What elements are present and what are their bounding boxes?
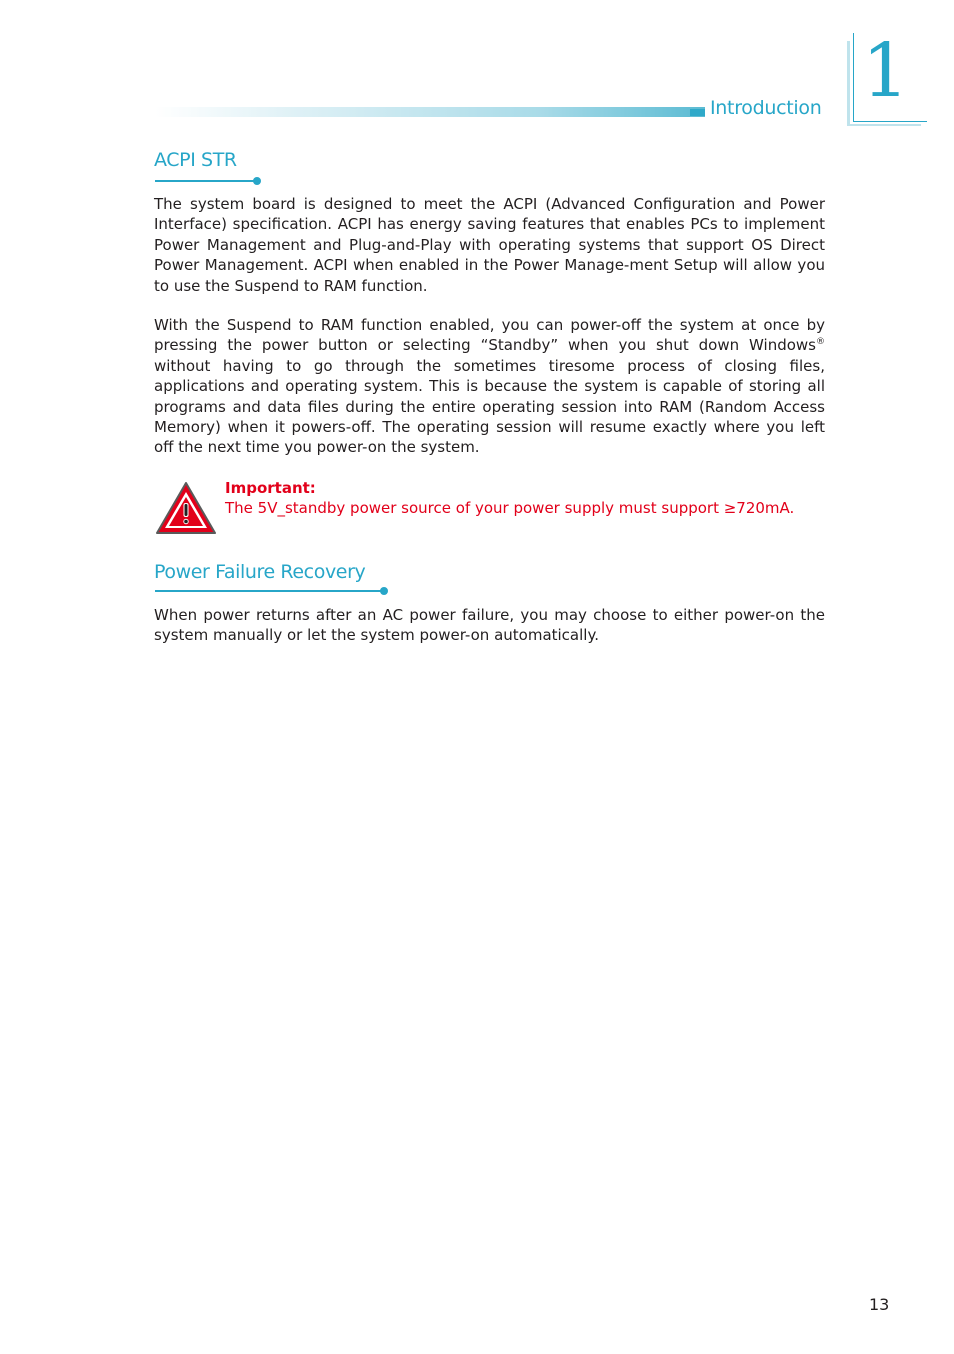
important-notice-text: The 5V_standby power source of your power supply must support ≥720mA. [225,499,795,517]
header-bar-accent [690,109,705,116]
registered-mark: ® [816,337,825,348]
paragraph-power-failure: When power returns after an AC power failure, you may choose to either power-on the system manually or let the system power-on automatically. [154,606,825,645]
paragraph-text-part: without having to go through the sometimes tiresome process of closing files, applications and operating system. This is because the system is capable of storing all programs and data files during the entire operating session into RAM (Random Access Memory) when it powers-off. The operating session will resume exactly where you left off the next time you power-on the system. [154,356,825,457]
paragraph-acpi-intro: The system board is designed to meet the ACPI (Advanced Configuration and Power Interface) specification. ACPI has energy saving features that enables PCs to implement Power Management and Plug-and-Play with operating systems that support OS Direct Power Management. ACPI when enabled in the Power Manage-ment Setup will allow you to use the Suspend to RAM function. [154,195,825,295]
header-section-title: Introduction [710,97,822,119]
section-heading-power-failure-recovery: Power Failure Recovery [154,561,366,583]
header-gradient-bar [155,107,705,117]
paragraph-text-part: With the Suspend to RAM function enabled, you can power-off the system at once by pressing the power button or selecting “Standby” when you shut down Windows [154,316,825,355]
section-heading-acpi-str: ACPI STR [154,149,237,171]
page-number: 13 [869,1295,890,1314]
important-label: Important: [225,479,316,497]
heading-underline-dot [253,177,261,185]
paragraph-suspend-to-ram [154,315,825,458]
heading-underline [155,180,257,182]
warning-triangle-icon [155,481,217,535]
chapter-number: 1 [862,28,910,114]
heading-underline-dot [380,587,388,595]
heading-underline [155,590,385,592]
